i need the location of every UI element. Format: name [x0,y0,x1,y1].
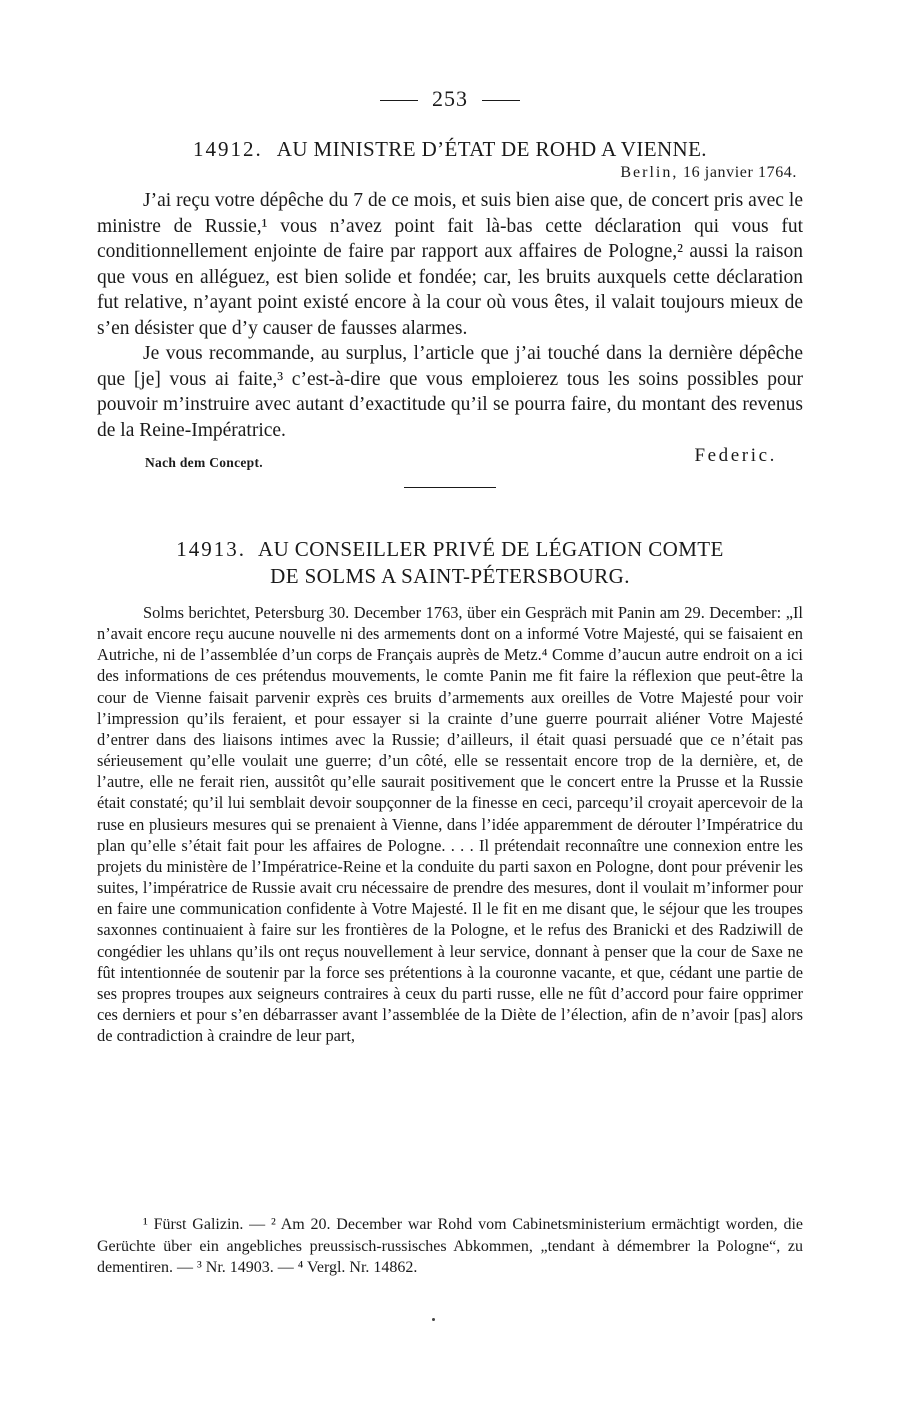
letter-1-dateline [97,164,797,182]
letter-2-title-line-1 [97,536,803,563]
letter-1-date-city: Berlin, [620,164,679,181]
section-divider [404,487,496,488]
letter-1-paragraph-2: Je vous recommande, au surplus, l’article que j’ai touché dans la dernière dépêche que [je] vous ai faite,³ c’est-à-dire que vous emploierez tous les soins possibles pour pouvoir m’instruire avec autant d’exactitude qu’il se pourra faire, du montant des revenus de la Reine-Impératrice. [97,343,803,441]
letter-2-title-text-1: AU CONSEILLER PRIVÉ DE LÉGATION COMTE [258,537,724,561]
letter-2-body [97,602,803,1046]
letter-1-closing [97,445,803,475]
footnote-text: ¹ Fürst Galizin. — ² Am 20. December war Rohd vom Cabinetsministerium ermächtigt worden, die Gerüchte über ein angebliches preussisch-russisches Abkommen, „tendant à démembrer la Pologne“, zu dementiren. — ³ Nr. 14903. — ⁴ Vergl. Nr. 14862. [97,1216,803,1276]
document-page [97,80,803,1046]
letter-1-body [97,188,803,443]
header-dash-right [482,100,520,101]
page-header [97,86,803,112]
source-note: Nach dem Concept. [145,455,263,470]
letter-1-paragraph-1: J’ai reçu votre dépêche du 7 de ce mois, et suis bien aise que, de concert pris avec le ministre de Russie,¹ vous n’avez point fait là-bas cette déclaration qui vous fut conditionnellement enjointe de faire par rapport aux affaires de Pologne,² aussi la raison que vous en alléguez, est bien solide et fondée; car, les bruits auxquels cette déclaration fut relative, n’ayant point existé encore à la cour où vous êtes, il valait toujours mieux de s’en désister que d’y causer de fausses alarmes. [97,190,803,339]
letter-2-title-line-2: DE SOLMS A SAINT-PÉTERSBOURG. [270,564,630,588]
letter-1-number: 14912. [193,137,263,161]
letter-2-heading [97,536,803,590]
footnotes [97,1214,803,1279]
letter-1-date: 16 janvier 1764. [682,164,797,181]
letter-1-title: AU MINISTRE D’ÉTAT DE ROHD A VIENNE. [276,137,707,161]
letter-1-heading [97,136,803,162]
letter-2-number: 14913. [176,537,247,561]
header-dash-left [380,100,418,101]
print-mark [432,1318,435,1321]
page-number: 253 [432,86,468,111]
signature: Federic. [694,445,777,466]
letter-2-paragraph: Solms berichtet, Petersburg 30. December 1763, über ein Gespräch mit Panin am 29. December: „Il n’avait encore reçu aucune nouvelle ni des armements dont on a informé Votre Majesté, qui se faisaient en Autriche, ni de l’assemblée d’un corps de Français auprès de Metz.⁴ Comme d’aucun autre endroit on a ici des informations de ces prétendus mouvements, le comte Panin me fit faire la réflexion que peut-être la cour de Vienne faisait parvenir exprès ces bruits d’armements aux oreilles de Votre Majesté pour voir l’impression qu’ils feraient, et pour essayer si la crainte d’une guerre pourrait aliéner Votre Majesté d’entrer dans des liaisons intimes avec la Russie; d’ailleurs, il était quasi persuadé que ce n’était pas sérieusement qu’elle voulait une guerre; d’un côté, elle se ressentait encore trop de la dernière, et, de l’autre, elle ne ferait rien, aussitôt qu’elle saurait positivement que le concert entre la Prusse et la Russie était constaté; qu’il lui semblait devoir soupçonner de la finesse en ceci, parcequ’il croyait apercevoir de la ruse en plusieurs mesures qui se prenaient à Vienne, dans l’idée apparemment de dérouter l’Impératrice du plan qu’elle s’était fait pour les affaires de Pologne. . . . Il prétendait reconnaître une connexion entre les projets du ministère de l’Impératrice-Reine et la conduite du parti saxon en Pologne, dont pour prévenir les suites, l’impératrice de Russie avait cru nécessaire de prendre des mesures, dont il voulait m’informer pour en faire une communication confidente à Votre Majesté. Il le fit en me disant que, le séjour que les troupes saxonnes continuaient à faire sur les frontières de la Pologne, et le refus des Branicki et des Radziwill de congédier les uhlans qu’ils ont reçus nouvellement à leur service, donnant à penser que la cour de Saxe ne fût intentionnée de soutenir par la force ses prétentions à la couronne vacante, et que, cédant une partie de ses propres troupes aux seigneurs contraires à ceux du parti russe, elle ne fût d’accord pour faire opprimer ces derniers et pour s’en débarrasser avant l’assemblée de la Diète de l’élection, afin de n’avoir [pas] alors de contradiction à craindre de leur part, [97,603,803,1046]
